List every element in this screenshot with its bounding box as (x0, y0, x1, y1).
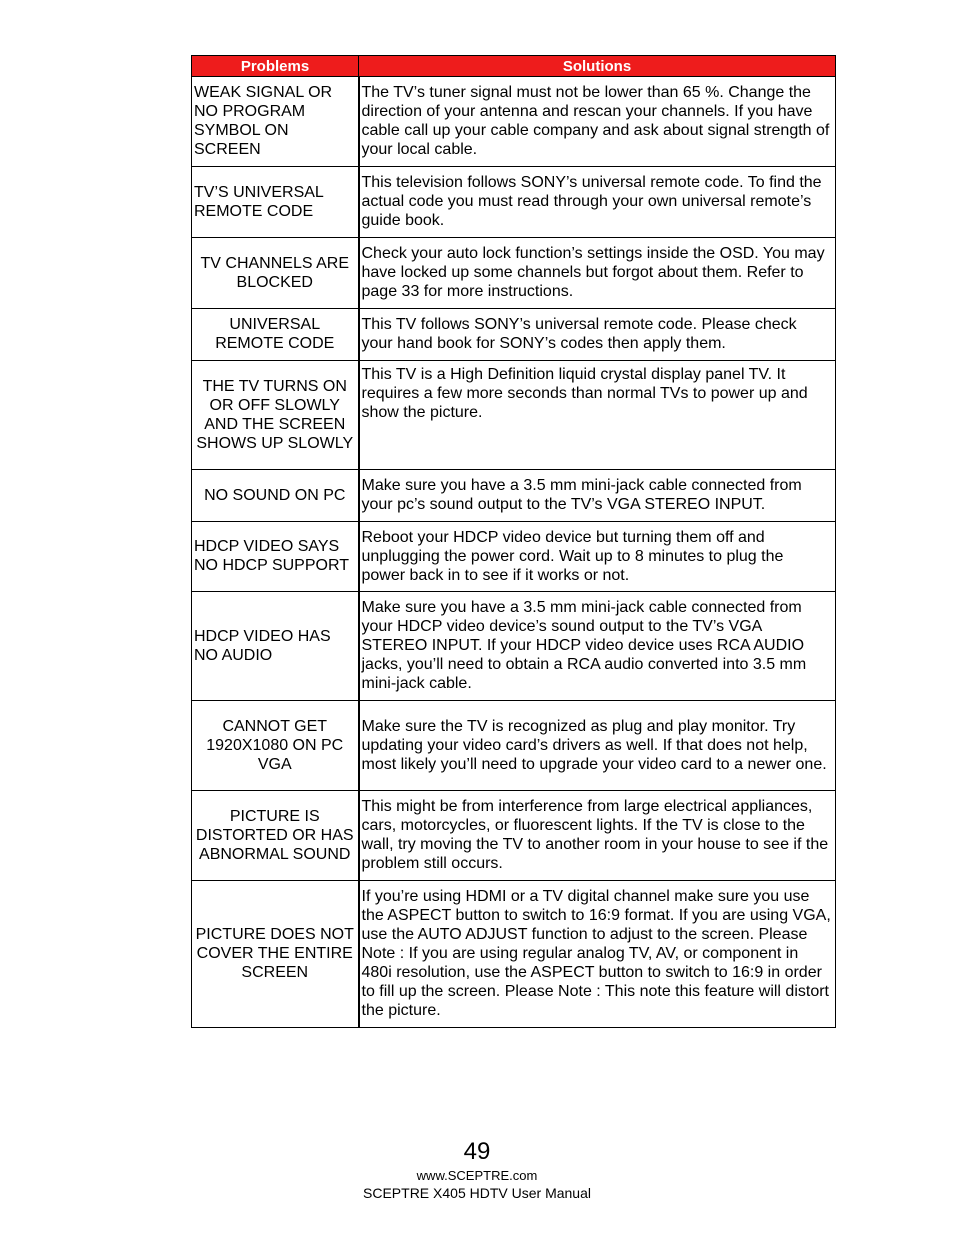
solution-cell: This television follows SONY’s universal remote code. To find the actual code you must read through your own universal remote’s guide book. (359, 167, 836, 238)
problem-cell: WEAK SIGNAL OR NO PROGRAM SYMBOL ON SCREEN (192, 77, 359, 167)
header-problems: Problems (192, 56, 359, 77)
solution-cell: This TV follows SONY’s universal remote code. Please check your hand book for SONY’s codes then apply them. (359, 309, 836, 361)
header-solutions: Solutions (359, 56, 836, 77)
table-row (192, 470, 836, 522)
problem-cell: TV CHANNELS ARE BLOCKED (192, 238, 359, 309)
table-row (192, 592, 836, 701)
problem-cell: PICTURE IS DISTORTED OR HAS ABNORMAL SOUND (192, 791, 359, 881)
solution-cell: Check your auto lock function’s settings inside the OSD. You may have locked up some channels but forgot about them. Refer to page 33 for more instructions. (359, 238, 836, 309)
table-row (192, 238, 836, 309)
problem-cell: HDCP VIDEO SAYS NO HDCP SUPPORT (192, 522, 359, 592)
table-row (192, 701, 836, 791)
problem-cell: TV’S UNIVERSAL REMOTE CODE (192, 167, 359, 238)
problem-cell: UNIVERSAL REMOTE CODE (192, 309, 359, 361)
problem-cell: NO SOUND ON PC (192, 470, 359, 522)
table-row (192, 309, 836, 361)
problem-cell: HDCP VIDEO HAS NO AUDIO (192, 592, 359, 701)
solution-cell: Make sure the TV is recognized as plug and play monitor. Try updating your video card’s drivers as well. If that does not help, most likely you’ll need to upgrade your video card to a newer one. (359, 701, 836, 791)
footer-website: www.SCEPTRE.com (416, 1168, 538, 1183)
table-row (192, 361, 836, 470)
problem-cell: PICTURE DOES NOT COVER THE ENTIRE SCREEN (192, 881, 359, 1028)
table-row (192, 791, 836, 881)
solution-cell: If you’re using HDMI or a TV digital channel make sure you use the ASPECT button to switch to 16:9 format. If you are using VGA, use the AUTO ADJUST function to adjust to the screen. Please Note : If you are using regular analog TV, AV, or component in 480i resolution, use the ASPECT button to switch to 16:9 in order to fill up the screen. Please Note : This note this feature will distort the picture. (359, 881, 836, 1028)
table-row (192, 77, 836, 167)
solution-cell: This might be from interference from large electrical appliances, cars, motorcycles, or fluorescent lights. If the TV is close to the wall, try moving the TV to another room in your house to see if the problem still occurs. (359, 791, 836, 881)
solution-cell: Make sure you have a 3.5 mm mini-jack cable connected from your HDCP video device’s sound output to the TV’s VGA STEREO INPUT. If your HDCP video device uses RCA AUDIO jacks, you’ll need to obtain a RCA audio converted into 3.5 mm mini-jack cable. (359, 592, 836, 701)
solution-cell: This TV is a High Definition liquid crystal display panel TV. It requires a few more seconds than normal TVs to power up and show the picture. (359, 361, 836, 470)
table-header-row (192, 56, 836, 77)
table-row (192, 881, 836, 1028)
table-row (192, 522, 836, 592)
solution-cell: Make sure you have a 3.5 mm mini-jack cable connected from your pc’s sound output to the TV’s VGA STEREO INPUT. (359, 470, 836, 522)
solution-cell: The TV’s tuner signal must not be lower than 65 %. Change the direction of your antenna and rescan your channels. If you have cable call up your cable company and ask about signal strength of your local cable. (359, 77, 836, 167)
problem-cell: THE TV TURNS ON OR OFF SLOWLY AND THE SCREEN SHOWS UP SLOWLY (192, 361, 359, 470)
table-row (192, 167, 836, 238)
page-number: 49 (463, 1138, 491, 1165)
solution-cell: Reboot your HDCP video device but turning them off and unplugging the power cord. Wait up to 8 minutes to plug the power back in to see if it works or not. (359, 522, 836, 592)
problem-cell: CANNOT GET 1920X1080 ON PC VGA (192, 701, 359, 791)
footer-manual-title: SCEPTRE X405 HDTV User Manual (363, 1185, 591, 1201)
troubleshooting-table (191, 55, 836, 1028)
